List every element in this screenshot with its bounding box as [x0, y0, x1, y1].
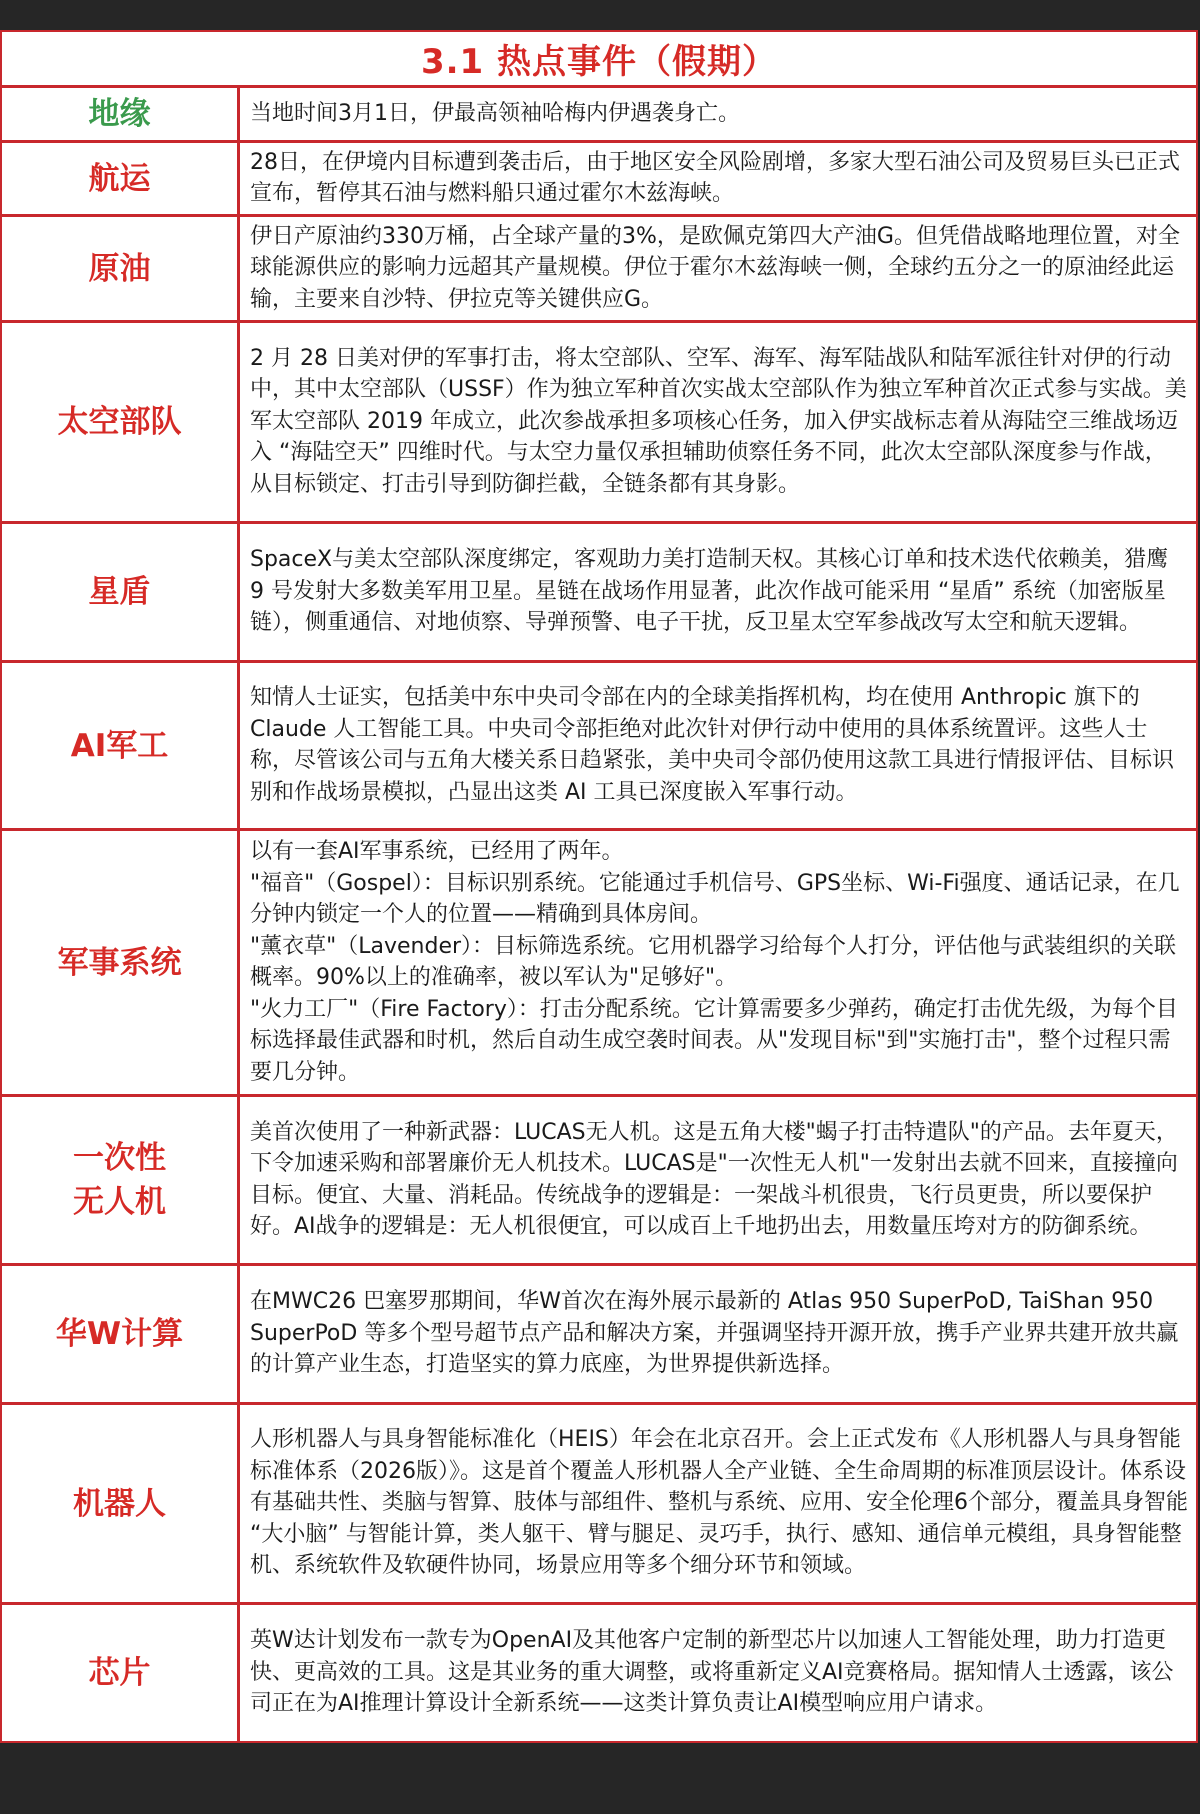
row-category-label: 一次性 无人机 [2, 1097, 240, 1263]
row-category-label: AI军工 [2, 663, 240, 828]
description-paragraph: 英W达计划发布一款专为OpenAI及其他客户定制的新型芯片以加速人工智能处理，助力打造更快、更高效的工具。这是其业务的重大调整，或将重新定义AI竞赛格局。据知情人士透露，该公司正在为AI推理计算设计全新系统——这类计算负责让AI模型响应用户请求。 [250, 1628, 1174, 1717]
description-paragraph: 美首次使用了一种新武器：LUCAS无人机。这是五角大楼"蝎子打击特遣队"的产品。去年夏天，下令加速采购和部署廉价无人机技术。LUCAS是"一次性无人机"一发射出去就不回来，直接撞向目标。便宜、大量、消耗品。传统战争的逻辑是：一架战斗机很贵，飞行员更贵，所以要保护好。AI战争的逻辑是：无人机很便宜，可以成百上千地扔出去，用数量压垮对方的防御系统。 [250, 1119, 1178, 1239]
row-category-label: 原油 [2, 217, 240, 320]
table-row [2, 1097, 1196, 1266]
row-category-label: 华W计算 [2, 1266, 240, 1402]
description-paragraph: SpaceX与美太空部队深度绑定，客观助力美打造制天权。其核心订单和技术迭代依赖美，猎鹰 9 号发射大多数美军用卫星。星链在战场作用显著，此次作战可能采用 “星盾” 系统（加密版星链），侧重通信、对地侦察、导弹预警、电子干扰，反卫星太空军参战改写太空和航天逻辑。 [250, 547, 1169, 636]
table-row [2, 524, 1196, 663]
row-description [240, 88, 1196, 140]
row-category-label: 星盾 [2, 524, 240, 660]
row-description [240, 323, 1196, 521]
row-category-label: 军事系统 [2, 831, 240, 1094]
description-paragraph: 知情人士证实，包括美中东中央司令部在内的全球美指挥机构，均在使用 Anthropic 旗下的 Claude 人工智能工具。中央司令部拒绝对此次针对伊行动中使用的具体系统置评。这些人士称，尽管该公司与五角大楼关系日趋紧张，美中央司令部仍使用这款工具进行情报评估、目标识别和作战场景模拟，凸显出这类 AI 工具已深度嵌入军事行动。 [250, 685, 1175, 805]
table-row [2, 663, 1196, 831]
row-description [240, 1605, 1196, 1741]
table-row [2, 88, 1196, 143]
row-category-label: 航运 [2, 143, 240, 214]
row-category-label: 芯片 [2, 1605, 240, 1741]
table-row [2, 1405, 1196, 1605]
table-row [2, 1266, 1196, 1405]
row-description [240, 663, 1196, 828]
table-row [2, 1605, 1196, 1741]
description-paragraph: 在MWC26 巴塞罗那期间，华W首次在海外展示最新的 Atlas 950 SuperPoD, TaiShan 950 SuperPoD 等多个型号超节点产品和解决方案，并强调坚持开源开放，携手产业界共建开放共赢的计算产业生态，打造坚实的算力底座，为世界提供新选择。 [250, 1289, 1179, 1378]
description-paragraph: "福音"（Gospel）：目标识别系统。它能通过手机信号、GPS坐标、Wi-Fi强度、通话记录，在几分钟内锁定一个人的位置——精确到具体房间。 [250, 870, 1180, 927]
row-description [240, 143, 1196, 214]
row-category-label: 机器人 [2, 1405, 240, 1602]
description-paragraph: 2 月 28 日美对伊的军事打击，将太空部队、空军、海军、海军陆战队和陆军派往针对伊的行动中，其中太空部队（USSF）作为独立军种首次实战太空部队作为独立军种首次正式参与实战。美军太空部队 2019 年成立，此次参战承担多项核心任务，加入伊实战标志着从海陆空三维战场迈入 “海陆空天” 四维时代。与太空力量仅承担辅助侦察任务不同，此次太空部队深度参与作战，从目标锁定、打击引导到防御拦截，全链条都有其身影。 [250, 345, 1187, 497]
description-paragraph: "火力工厂"（Fire Factory）：打击分配系统。它计算需要多少弹药，确定打击优先级，为每个目标选择最佳武器和时机，然后自动生成空袭时间表。从"发现目标"到"实施打击"，整个过程只需要几分钟。 [250, 996, 1178, 1085]
description-paragraph: 当地时间3月1日，伊最高领袖哈梅内伊遇袭身亡。 [250, 100, 740, 126]
table-row [2, 217, 1196, 323]
row-category-label: 太空部队 [2, 323, 240, 521]
hot-events-table [0, 30, 1198, 1743]
row-description [240, 1266, 1196, 1402]
description-paragraph: "薰衣草"（Lavender）：目标筛选系统。它用机器学习给每个人打分，评估他与武装组织的关联概率。90%以上的准确率，被以军认为"足够好"。 [250, 933, 1177, 990]
page-title: 3.1 热点事件（假期） [2, 32, 1196, 88]
row-description [240, 1405, 1196, 1602]
event-rows [2, 88, 1196, 1741]
description-paragraph: 人形机器人与具身智能标准化（HEIS）年会在北京召开。会上正式发布《人形机器人与具身智能标准体系（2026版）》。这是首个覆盖人形机器人全产业链、全生命周期的标准顶层设计。体系设有基础共性、类脑与智算、肢体与部组件、整机与系统、应用、安全伦理6个部分，覆盖具身智能 “大小脑” 与智能计算，类人躯干、臂与腿足、灵巧手，执行、感知、通信单元模组，具身智能整机、系统软件及软硬件协同，场景应用等多个细分环节和领域。 [250, 1427, 1189, 1579]
description-paragraph: 28日，在伊境内目标遭到袭击后，由于地区安全风险剧增，多家大型石油公司及贸易巨头已正式宣布，暂停其石油与燃料船只通过霍尔木兹海峡。 [250, 149, 1180, 206]
table-row [2, 323, 1196, 524]
table-row [2, 831, 1196, 1097]
row-description [240, 831, 1196, 1094]
table-row [2, 143, 1196, 217]
row-description [240, 1097, 1196, 1263]
description-paragraph: 以有一套AI军事系统，已经用了两年。 [250, 839, 624, 864]
description-paragraph: 伊日产原油约330万桶，占全球产量的3%，是欧佩克第四大产油G。但凭借战略地理位置，对全球能源供应的影响力远超其产量规模。伊位于霍尔木兹海峡一侧，全球约五分之一的原油经此运输，主要来自沙特、伊拉克等关键供应G。 [250, 223, 1180, 312]
row-description [240, 217, 1196, 320]
row-description [240, 524, 1196, 660]
row-category-label: 地缘 [2, 88, 240, 140]
